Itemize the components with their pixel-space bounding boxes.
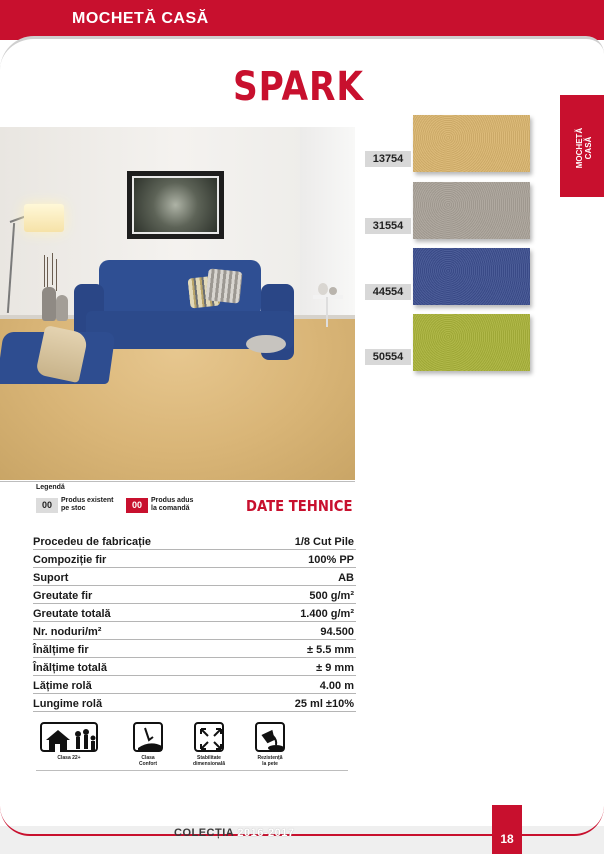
- spec-row: Înălțime totală ± 9 mm: [33, 658, 356, 676]
- swatch-code: 50554: [365, 349, 411, 365]
- side-tab-label: MOCHETĂ CASĂ: [575, 127, 593, 169]
- stock-label: Produs existent pe stoc: [61, 497, 114, 512]
- swatch-31554[interactable]: [413, 182, 530, 239]
- page-number: 18: [492, 805, 522, 854]
- tech-data-title: DATE TEHNICE: [246, 497, 353, 515]
- side-table: [313, 295, 343, 299]
- side-category-tab[interactable]: [560, 95, 604, 197]
- arrows-expand-icon: [194, 722, 224, 752]
- spec-row: Compoziție fir 100% PP: [33, 550, 356, 568]
- swatch-code: 44554: [365, 284, 411, 300]
- spec-row: Greutate fir 500 g/m²: [33, 586, 356, 604]
- swatch-44554[interactable]: [413, 248, 530, 305]
- feature-class: Clasa 22+: [36, 722, 102, 761]
- pillow: [205, 268, 242, 303]
- spill-cup-icon: [255, 722, 285, 752]
- category-title: MOCHETĂ CASĂ: [72, 10, 209, 27]
- product-title: SPARK: [233, 64, 364, 110]
- spec-row: Nr. noduri/m² 94.500: [33, 622, 356, 640]
- feature-comfort: Clasa Confort: [128, 722, 168, 767]
- spec-row: Procedeu de fabricație 1/8 Cut Pile: [33, 532, 356, 550]
- order-label: Produs adus la comandă: [151, 497, 194, 512]
- spec-row: Lățime rolă 4.00 m: [33, 676, 356, 694]
- comfort-icon: [133, 722, 163, 752]
- room-photo: [0, 127, 355, 480]
- swatch-code: 13754: [365, 151, 411, 167]
- order-badge: 00: [126, 498, 148, 513]
- legend-title: Legendă: [36, 484, 65, 491]
- spec-row: Lungime rolă 25 ml ±10%: [33, 694, 356, 712]
- spec-row: Greutate totală 1.400 g/m²: [33, 604, 356, 622]
- lamp-shade: [24, 204, 64, 232]
- spec-row: Suport AB: [33, 568, 356, 586]
- spec-row: Înălțime fir ± 5.5 mm: [33, 640, 356, 658]
- stock-badge: 00: [36, 498, 58, 513]
- spec-table: [33, 532, 356, 712]
- swatch-13754[interactable]: [413, 115, 530, 172]
- house-family-icon: [40, 722, 98, 752]
- vase: [42, 287, 56, 321]
- feature-stability: Stabilitate dimensională: [187, 722, 231, 767]
- wall-picture: [127, 171, 224, 239]
- footer-collection: COLECȚIA 2016-2017: [174, 827, 295, 839]
- swatch-code: 31554: [365, 218, 411, 234]
- feature-stain: Rezistență la pete: [250, 722, 290, 767]
- swatch-50554[interactable]: [413, 314, 530, 371]
